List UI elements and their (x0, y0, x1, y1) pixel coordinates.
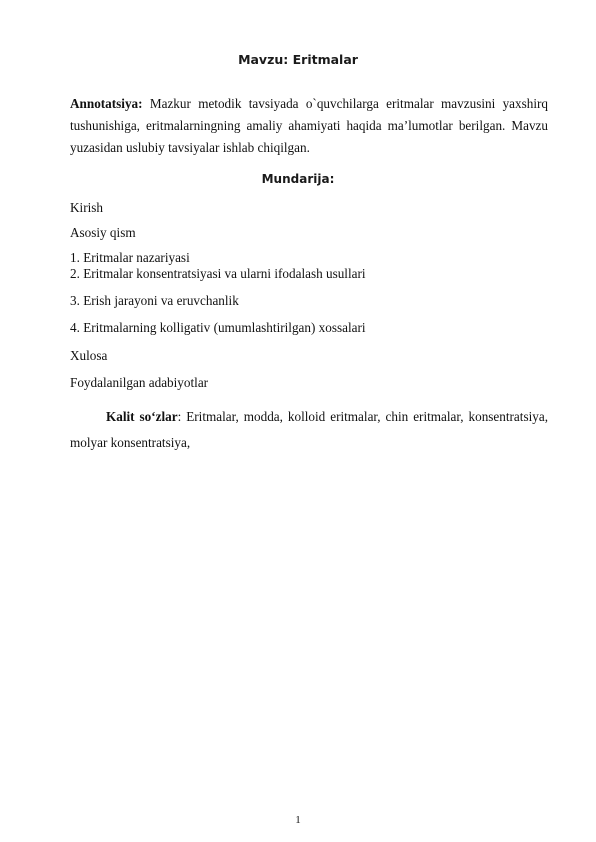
keywords-text: : Eritmalar, modda, kolloid eritmalar, chin eritmalar, konsentratsiya, molyar konsentratsiya, (70, 409, 548, 450)
toc-item-2: 2. Eritmalar konsentratsiyasi va ularni ifodalash usullari (70, 266, 366, 281)
toc-item-references: Foydalanilgan adabiyotlar (70, 375, 209, 390)
toc-item-conclusion: Xulosa (70, 348, 108, 363)
keywords-label: Kalit so‘zlar (106, 409, 178, 424)
keywords-paragraph (70, 404, 548, 456)
abstract-label: Annotatsiya: (70, 96, 143, 111)
abstract-paragraph (70, 93, 548, 159)
page-number: 1 (295, 814, 301, 826)
document-title: Mavzu: Eritmalar (238, 52, 358, 67)
toc-heading: Mundarija: (261, 172, 335, 186)
toc-item-main-part: Asosiy qism (70, 225, 136, 240)
toc-item-3: 3. Erish jarayoni va eruvchanlik (70, 293, 239, 308)
toc-item-introduction: Kirish (70, 200, 103, 215)
toc-item-1: 1. Eritmalar nazariyasi (70, 250, 190, 265)
toc-item-4: 4. Eritmalarning kolligativ (umumlashtirilgan) xossalari (70, 320, 366, 335)
abstract-text: Mazkur metodik tavsiyada o`quvchilarga eritmalar mavzusini yaxshirq tushunishiga, eritmalarningning amaliy ahamiyati haqida ma’lumotlar berilgan. Mavzu yuzasidan uslubiy tavsiyalar ishlab chiqilgan. (70, 96, 548, 155)
